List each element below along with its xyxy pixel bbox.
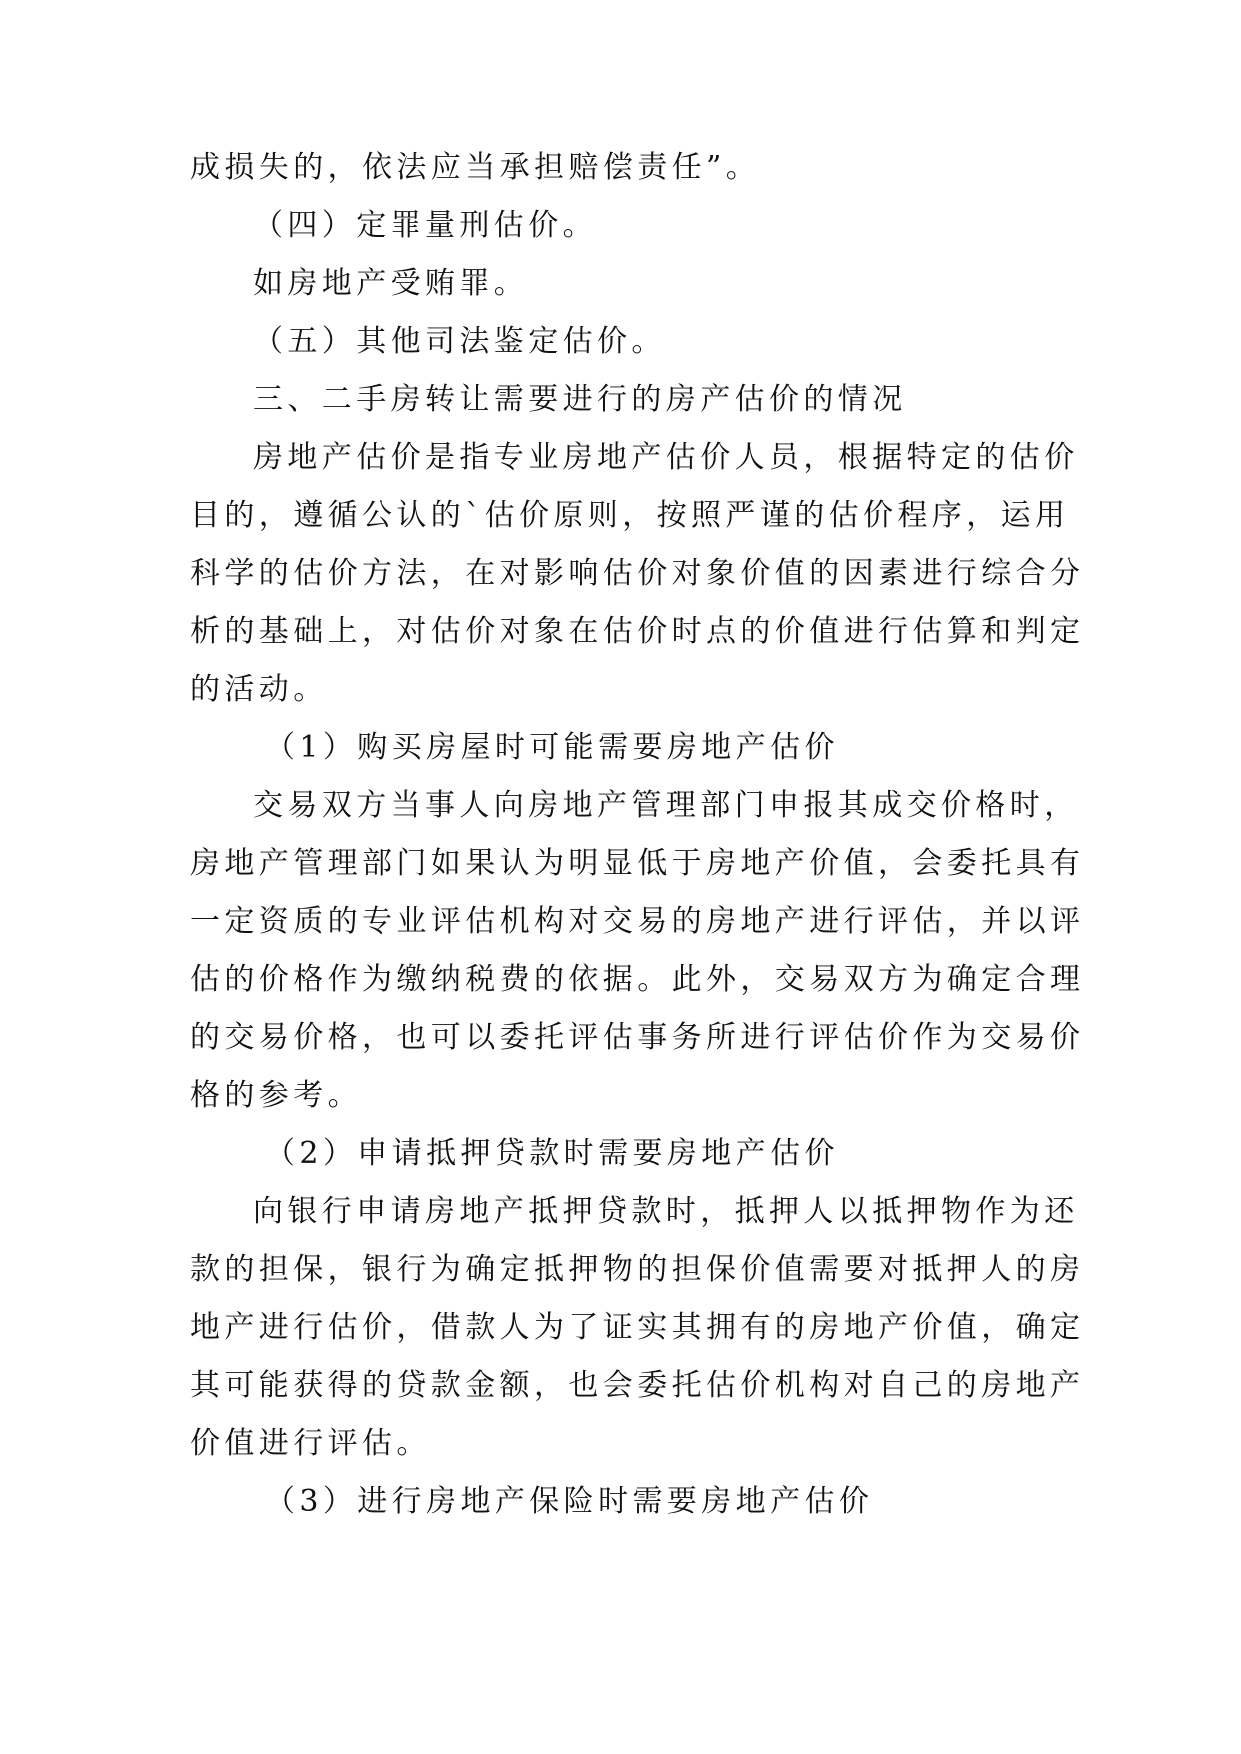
paragraph-line: 交易双方当事人向房地产管理部门申报其成交价格时， — [253, 788, 1079, 823]
subsection-heading: （1）购买房屋时可能需要房地产估价 — [265, 730, 839, 765]
paragraph-line: 科学的估价方法，在对影响估价对象价值的因素进行综合分 — [190, 556, 1085, 591]
paragraph-line: 成损失的，依法应当承担赔偿责任”。 — [190, 150, 761, 185]
paragraph-line: 价值进行评估。 — [190, 1426, 431, 1461]
paragraph-line: 格的参考。 — [190, 1078, 362, 1113]
section-heading: （五）其他司法鉴定估价。 — [253, 324, 666, 359]
paragraph-line: 款的担保，银行为确定抵押物的担保价值需要对抵押人的房 — [190, 1252, 1085, 1287]
paragraph-line: 目的，遵循公认的`估价原则，按照严谨的估价程序，运用 — [190, 498, 1070, 533]
paragraph-line: 其可能获得的贷款金额，也会委托估价机构对自己的房地产 — [190, 1368, 1085, 1403]
paragraph-line: 地产进行估价，借款人为了证实其拥有的房地产价值，确定 — [190, 1310, 1085, 1345]
section-heading: （四）定罪量刑估价。 — [253, 208, 597, 243]
paragraph-line: 的交易价格，也可以委托评估事务所进行评估价作为交易价 — [190, 1020, 1085, 1055]
paragraph-line: 向银行申请房地产抵押贷款时，抵押人以抵押物作为还 — [253, 1194, 1079, 1229]
paragraph-line: 房地产管理部门如果认为明显低于房地产价值，会委托具有 — [190, 846, 1085, 881]
section-heading: 三、二手房转让需要进行的房产估价的情况 — [253, 382, 907, 417]
paragraph-line: 的活动。 — [190, 672, 328, 707]
subsection-heading: （3）进行房地产保险时需要房地产估价 — [265, 1484, 874, 1519]
paragraph-line: 估的价格作为缴纳税费的依据。此外，交易双方为确定合理 — [190, 962, 1085, 997]
paragraph-line: 析的基础上，对估价对象在估价时点的价值进行估算和判定 — [190, 614, 1085, 649]
subsection-heading: （2）申请抵押贷款时需要房地产估价 — [265, 1136, 839, 1171]
paragraph-line: 房地产估价是指专业房地产估价人员，根据特定的估价 — [253, 440, 1079, 475]
paragraph-line: 一定资质的专业评估机构对交易的房地产进行评估，并以评 — [190, 904, 1085, 939]
paragraph-line: 如房地产受贿罪。 — [253, 266, 529, 301]
